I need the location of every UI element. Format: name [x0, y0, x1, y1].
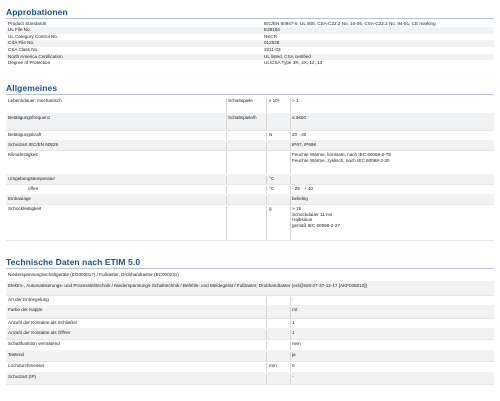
etim-label: Schutzart (IP) — [8, 374, 37, 380]
column-separator — [226, 206, 227, 240]
column-separator — [290, 352, 291, 361]
column-separator — [290, 330, 291, 339]
etim-row — [6, 281, 494, 296]
spec-value: 20 - 40 — [292, 132, 307, 137]
spec-value: beliebig — [292, 196, 308, 201]
approbation-row — [6, 47, 494, 54]
spec-label: Schockfestigkeit — [8, 206, 42, 211]
etim-label: Elektro-, Automatisierungs- und Prozessleittechnik / Niederspannungs-Schalttechnik / Befehls- und Meldegerät / Fußtaster, Drobhandtaster (ecl@ss8-27-37-12-17 [AKF035010]) — [8, 283, 368, 289]
column-separator — [266, 115, 267, 130]
spec-label: offen — [28, 186, 39, 191]
column-separator — [290, 176, 291, 184]
spec-value: ≤ 3600 — [292, 115, 307, 120]
spec-value: > 1 — [292, 98, 299, 103]
column-separator — [290, 307, 291, 318]
column-separator — [226, 152, 227, 174]
spec-code: x 10⁶ — [269, 98, 280, 103]
approbation-row — [6, 60, 494, 67]
column-separator — [226, 186, 227, 194]
etim-unit: mm — [269, 363, 277, 369]
spec-code: °C — [269, 186, 275, 191]
etim-label: Art der Entriegelung — [8, 297, 49, 303]
column-separator — [266, 341, 267, 350]
column-separator — [290, 320, 291, 328]
etim-value: rot — [292, 307, 298, 313]
column-separator — [226, 132, 227, 140]
spec-value: > 15 Schockdauer 11 ms Halbsinus gemäß IEC 60068-2-27 — [292, 206, 341, 228]
section-title-etim: Technische Daten nach ETIM 5.0 — [6, 257, 141, 267]
column-separator — [266, 132, 267, 140]
column-separator — [290, 142, 291, 150]
approbation-label: CSA Class No. — [8, 46, 39, 52]
section-title-approbationen: Approbationen — [6, 7, 68, 17]
approbation-row — [6, 21, 494, 28]
column-separator — [290, 98, 291, 113]
approbation-value: NKCR — [264, 33, 278, 39]
column-separator — [226, 196, 227, 204]
etim-row — [6, 372, 494, 385]
spec-code: g — [269, 206, 272, 211]
approbation-row — [6, 40, 494, 47]
column-separator — [290, 206, 291, 240]
column-separator — [226, 176, 227, 184]
etim-label: Tastend — [8, 352, 25, 358]
approbation-row — [6, 34, 494, 41]
spec-label: Betätigungsfrequenz — [8, 115, 51, 120]
approbation-value: IEC/EN 60947-5, UL 508, CSA-C22.2 No. 14-05, CSA-C22.2 No. 94-91, CE marking — [264, 20, 436, 26]
column-separator — [290, 297, 291, 305]
column-separator — [266, 297, 267, 305]
etim-value: 1 — [292, 330, 295, 336]
spec-label: Schutzart IEC/EN 60529 — [8, 142, 59, 147]
spec-code: °C — [269, 176, 275, 181]
column-separator — [290, 374, 291, 384]
etim-label: Schaltfunktion verrastend — [8, 341, 60, 347]
approbation-row — [6, 54, 494, 61]
etim-value: - — [292, 374, 294, 380]
section-divider — [6, 18, 494, 19]
column-separator — [290, 115, 291, 130]
spec-unit: Schaltspiele — [228, 98, 253, 103]
etim-row — [6, 305, 494, 319]
etim-label: Niederspannungsschaltgeräte (EG000017) / Fußtaster, Drobhandtaster (EC000231) — [8, 272, 179, 278]
spec-row — [6, 96, 494, 114]
column-separator — [226, 115, 227, 130]
approbation-label: CSA File No. — [8, 40, 35, 46]
column-separator — [266, 186, 267, 194]
column-separator — [290, 196, 291, 204]
section-divider — [6, 268, 494, 269]
etim-label: Lochdurchmesser — [8, 363, 45, 369]
spec-row — [6, 113, 494, 131]
section-divider — [6, 94, 494, 95]
etim-value: - — [292, 297, 294, 303]
spec-unit: Schaltspiele/h — [228, 115, 257, 120]
column-separator — [290, 152, 291, 174]
approbation-label: UL File No. — [8, 27, 31, 33]
approbation-value: UL/CSA Type 3R, 4X, 12, 13 — [264, 60, 323, 66]
approbation-value: E29184 — [264, 27, 280, 33]
approbation-label: Degree of Protection — [8, 60, 51, 66]
etim-value: nein — [292, 341, 301, 347]
column-separator — [266, 142, 267, 150]
column-separator — [266, 352, 267, 361]
etim-value: ja — [292, 352, 296, 358]
column-separator — [290, 363, 291, 372]
column-separator — [266, 320, 267, 328]
column-separator — [266, 374, 267, 384]
etim-value: 1 — [292, 320, 295, 326]
etim-label: Farbe der Kappe — [8, 307, 43, 313]
column-separator — [266, 363, 267, 372]
column-separator — [266, 176, 267, 184]
column-separator — [290, 132, 291, 140]
spec-label: Umgebungstemperatur — [8, 176, 55, 181]
approbation-row — [6, 27, 494, 34]
spec-value: - 25 - + 40 — [292, 186, 314, 191]
approbation-value: UL listed, CSA certified — [264, 53, 311, 59]
column-separator — [266, 196, 267, 204]
etim-label: Anzahl der Kontakte als Öffner — [8, 330, 71, 336]
column-separator — [266, 330, 267, 339]
spec-row — [6, 204, 494, 241]
etim-value: 0 — [292, 363, 295, 369]
approbation-label: Product Standards — [8, 20, 47, 26]
spec-row — [6, 150, 494, 175]
section-title-allgemeines: Allgemeines — [6, 83, 58, 93]
column-separator — [290, 186, 291, 194]
spec-label: Lebensdauer, mechanisch — [8, 98, 62, 103]
approbation-value: 012528 — [264, 40, 280, 46]
approbation-label: UL Category Control No. — [8, 33, 59, 39]
spec-label: Klimafestigkeit — [8, 152, 38, 157]
column-separator — [266, 98, 267, 113]
spec-code: N — [269, 132, 273, 137]
column-separator — [226, 142, 227, 150]
etim-label: Anzahl der Kontakte als Schließer — [8, 320, 78, 326]
spec-value: Feuchte Wärme, konstant, nach IEC 60068-2-78 Feuchte Wärme, zyklisch, nach IEC 60068-2-30 — [292, 152, 391, 163]
spec-value: IP67, IP69K — [292, 142, 317, 147]
column-separator — [226, 98, 227, 113]
approbation-label: North America Certification — [8, 53, 63, 59]
spec-label: Betätigungskraft — [8, 132, 42, 137]
approbation-value: 3211-03 — [264, 46, 281, 52]
column-separator — [266, 206, 267, 240]
column-separator — [266, 152, 267, 174]
spec-label: Einbaulage — [8, 196, 31, 201]
column-separator — [290, 341, 291, 350]
column-separator — [266, 307, 267, 318]
